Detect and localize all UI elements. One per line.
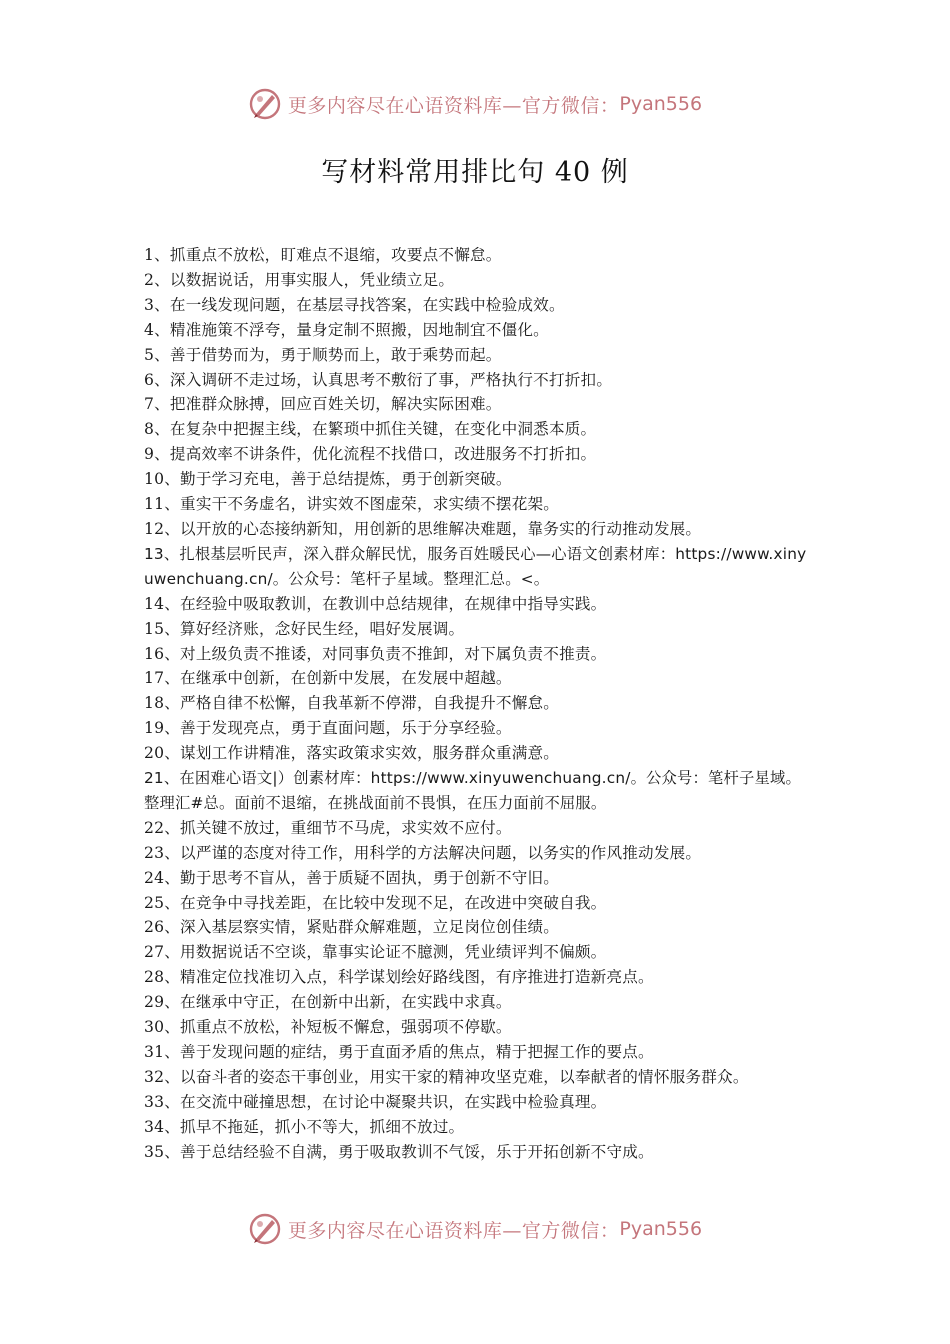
list-item: 24、勤于思考不盲从，善于质疑不固执，勇于创新不守旧。 xyxy=(144,868,560,887)
list-item: 12、以开放的心态接纳新知，用创新的思维解决难题，靠务实的行动推动发展。 xyxy=(144,519,702,538)
page-title: 写材料常用排比句 40 例 xyxy=(321,157,629,188)
list-item: 2、以数据说话，用事实服人，凭业绩立足。 xyxy=(144,270,455,289)
list-item: 23、以严谨的态度对待工作，用科学的方法解决问题，以务实的作风推动发展。 xyxy=(144,843,702,862)
list-item: 29、在继承中守正，在创新中出新，在实践中求真。 xyxy=(144,993,512,1012)
list-item: 21、在困难心语文|）创素材库：https://www.xinyuwenchuang.cn/。公众号：笔杆子星域。整理汇#总。面前不退缩，在挑战面前不畏惧，在压力面前不屈服。 xyxy=(144,769,802,812)
pen-circle-logo-icon xyxy=(248,1212,282,1246)
sentence-list xyxy=(144,243,816,1165)
list-item: 5、善于借势而为，勇于顺势而上，敢于乘势而起。 xyxy=(144,345,502,364)
list-item: 31、善于发现问题的症结，勇于直面矛盾的焦点，精于把握工作的要点。 xyxy=(144,1043,654,1061)
banner-text: 更多内容尽在心语资料库—官方微信： xyxy=(287,1219,620,1242)
list-item: 34、抓早不拖延，抓小不等大，抓细不放过。 xyxy=(144,1117,465,1136)
list-item: 28、精准定位找准切入点，科学谋划绘好路线图，有序推进打造新亮点。 xyxy=(144,968,654,987)
list-item: 10、勤于学习充电，善于总结提炼，勇于创新突破。 xyxy=(144,470,512,489)
list-item: 32、以奋斗者的姿态干事创业，用实干家的精神攻坚克难，以奉献者的情怀服务群众。 xyxy=(144,1067,749,1086)
list-item: 7、把准群众脉搏，回应百姓关切，解决实际困难。 xyxy=(144,395,502,414)
list-item: 25、在竞争中寻找差距，在比较中发现不足，在改进中突破自我。 xyxy=(144,893,607,912)
list-item: 27、用数据说话不空谈，靠事实论证不臆测，凭业绩评判不偏颇。 xyxy=(144,943,607,962)
list-item: 17、在继承中创新，在创新中发展，在发展中超越。 xyxy=(144,669,512,688)
list-item: 33、在交流中碰撞思想，在讨论中凝聚共识，在实践中检验真理。 xyxy=(144,1092,607,1111)
list-item: 16、对上级负责不推诿，对同事负责不推卸，对下属负责不推责。 xyxy=(144,644,607,663)
list-item: 18、严格自律不松懈，自我革新不停滞，自我提升不懈怠。 xyxy=(144,694,560,713)
list-item: 26、深入基层察实情，紧贴群众解难题，立足岗位创佳绩。 xyxy=(144,918,560,937)
list-item: 1、抓重点不放松，盯难点不退缩，攻要点不懈怠。 xyxy=(144,246,502,264)
banner-account: Pyan556 xyxy=(619,1218,703,1240)
pen-circle-logo-icon xyxy=(248,87,282,121)
banner-text: 更多内容尽在心语资料库—官方微信： xyxy=(287,94,620,117)
list-item: 14、在经验中吸取教训，在教训中总结规律，在规律中指导实践。 xyxy=(144,594,607,613)
footer-banner xyxy=(0,1209,950,1249)
list-item: 11、重实干不务虚名，讲实效不图虚荣，求实绩不摆花架。 xyxy=(144,495,560,514)
list-item: 22、抓关键不放过，重细节不马虎，求实效不应付。 xyxy=(144,818,512,837)
header-banner xyxy=(0,84,950,124)
list-item: 4、精准施策不浮夸，量身定制不照搬，因地制宜不僵化。 xyxy=(144,320,549,339)
list-item: 20、谋划工作讲精准，落实政策求实效，服务群众重满意。 xyxy=(144,744,560,763)
list-item: 35、善于总结经验不自满，勇于吸取教训不气馁，乐于开拓创新不守成。 xyxy=(144,1142,654,1161)
banner-account: Pyan556 xyxy=(619,93,703,115)
list-item: 8、在复杂中把握主线，在繁琐中抓住关键，在变化中洞悉本质。 xyxy=(144,420,597,439)
list-item: 13、扎根基层听民声，深入群众解民忧，服务百姓暖民心—心语文创素材库：https://www.xinyuwenchuang.cn/。公众号：笔杆子星域。整理汇总。<。 xyxy=(144,544,807,588)
list-item: 9、提高效率不讲条件，优化流程不找借口，改进服务不打折扣。 xyxy=(144,445,597,464)
list-item: 6、深入调研不走过场，认真思考不敷衍了事，严格执行不打折扣。 xyxy=(144,370,613,389)
list-item: 3、在一线发现问题，在基层寻找答案，在实践中检验成效。 xyxy=(144,295,565,314)
list-item: 30、抓重点不放松，补短板不懈怠，强弱项不停歇。 xyxy=(144,1018,512,1037)
list-item: 15、算好经济账，念好民生经，唱好发展调。 xyxy=(144,619,465,638)
list-item: 19、善于发现亮点，勇于直面问题，乐于分享经验。 xyxy=(144,719,512,738)
